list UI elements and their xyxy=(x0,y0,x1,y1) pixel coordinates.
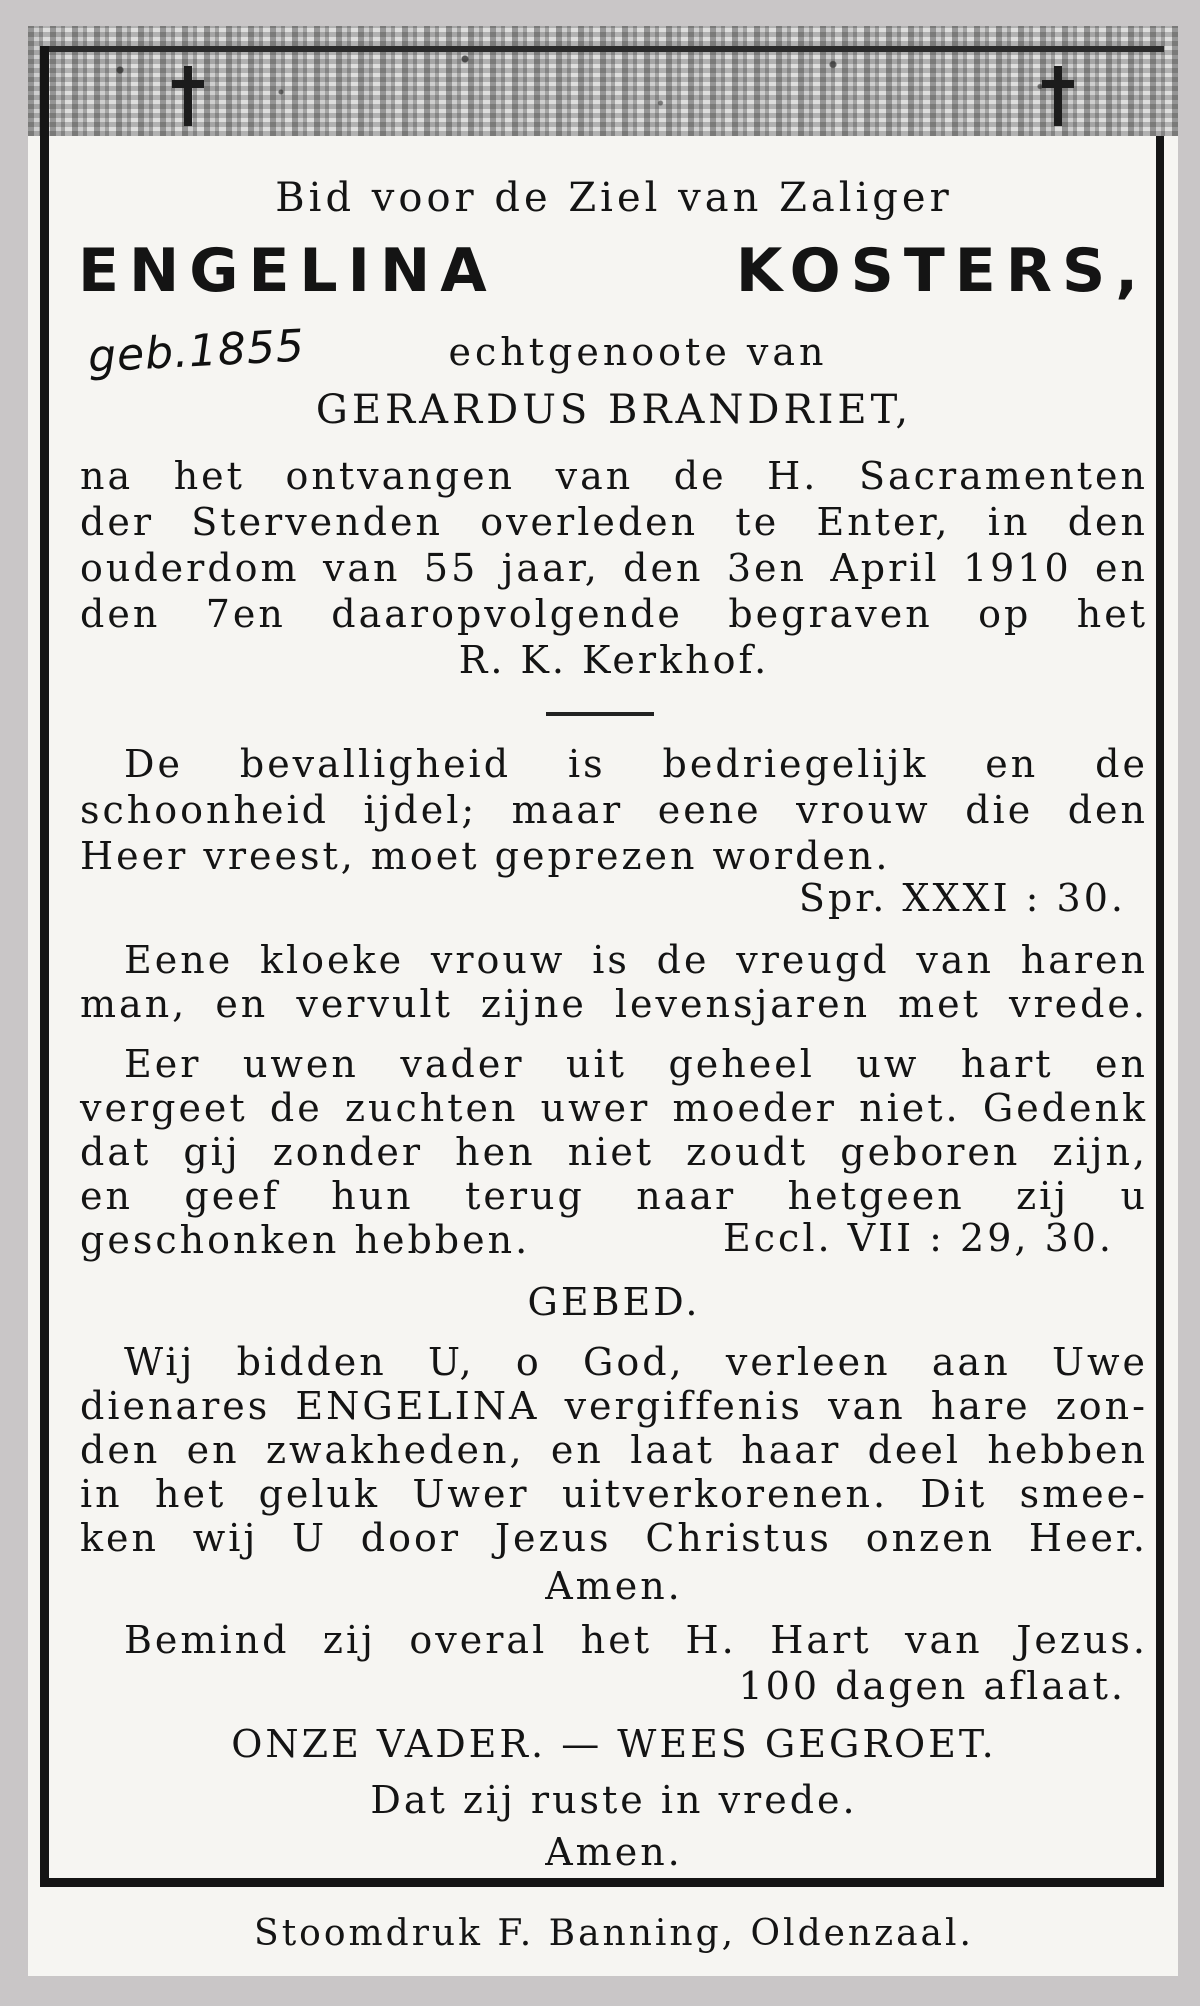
border-bottom xyxy=(40,1878,1164,1887)
cross-icon-right xyxy=(1038,66,1078,126)
closing-prayers: ONZE VADER. — WEES GEGROET. xyxy=(231,1722,997,1766)
prayer-line: den en zwakheden, en laat haar deel hebben xyxy=(80,1428,1148,1472)
verse-line: dat gij zonder hen niet zoudt geboren zijn, xyxy=(80,1130,1148,1174)
verse-line: Eene kloeke vrouw is de vreugd van haren xyxy=(124,938,1148,982)
verse-reference: Eccl. VII : 29, 30. xyxy=(723,1216,1114,1260)
verse-line: De bevalligheid is bedriegelijk en de xyxy=(124,742,1148,786)
verse-line: vergeet de zuchten uwer moeder niet. Gedenk xyxy=(80,1086,1148,1130)
prayer-line: Wij bidden U, o God, verleen aan Uwe xyxy=(124,1340,1148,1384)
cross-icon-left xyxy=(168,66,208,126)
verse-line: man, en vervult zijne levensjaren met vrede. xyxy=(80,982,1148,1026)
spouse-label: echtgenoote van xyxy=(448,330,828,374)
final-amen: Amen. xyxy=(545,1830,683,1874)
border-top xyxy=(40,46,1164,52)
prayer-amen: Amen. xyxy=(545,1564,683,1608)
prayer-heading: GEBED. xyxy=(527,1280,701,1324)
death-notice-line: na het ontvangen van de H. Sacramenten xyxy=(80,454,1148,498)
indulgence-line: 100 dagen aflaat. xyxy=(738,1664,1126,1708)
death-notice-line: den 7en daaropvolgende begraven op het xyxy=(80,592,1148,636)
section-divider xyxy=(546,712,654,716)
verse-line: en geef hun terug naar hetgeen zij u xyxy=(80,1174,1148,1218)
verse-line: Eer uwen vader uit geheel uw hart en xyxy=(124,1042,1148,1086)
verse-reference: Spr. XXXI : 30. xyxy=(798,876,1126,920)
prayer-line: dienares ENGELINA vergiffenis van hare zon- xyxy=(80,1384,1148,1428)
deceased-name: ENGELINA KOSTERS, xyxy=(78,236,1148,306)
invocation-line: Bid voor de Ziel van Zaliger xyxy=(275,175,953,221)
border-left xyxy=(40,46,49,1886)
border-right xyxy=(1156,136,1164,1886)
death-notice-line: R. K. Kerkhof. xyxy=(458,638,770,682)
verse-line: Heer vreest, moet geprezen worden. xyxy=(80,834,891,878)
death-notice-line: der Stervenden overleden te Enter, in den xyxy=(80,500,1148,544)
rest-in-peace: Dat zij ruste in vrede. xyxy=(370,1778,858,1822)
verse-line: schoonheid ijdel; maar eene vrouw die den xyxy=(80,788,1148,832)
death-notice-line: ouderdom van 55 jaar, den 3en April 1910 en xyxy=(80,546,1148,590)
memorial-card xyxy=(28,26,1178,1976)
printer-imprint: Stoomdruk F. Banning, Oldenzaal. xyxy=(254,1913,974,1954)
verse-line: geschonken hebben. xyxy=(80,1218,531,1262)
devotion-line: Bemind zij overal het H. Hart van Jezus. xyxy=(124,1618,1148,1662)
prayer-line: in het geluk Uwer uitverkorenen. Dit smee- xyxy=(80,1472,1148,1516)
prayer-line: ken wij U door Jezus Christus onzen Heer. xyxy=(80,1516,1148,1560)
spouse-name: GERARDUS BRANDRIET, xyxy=(315,387,913,433)
handwritten-birth-note: geb.1855 xyxy=(86,320,307,383)
